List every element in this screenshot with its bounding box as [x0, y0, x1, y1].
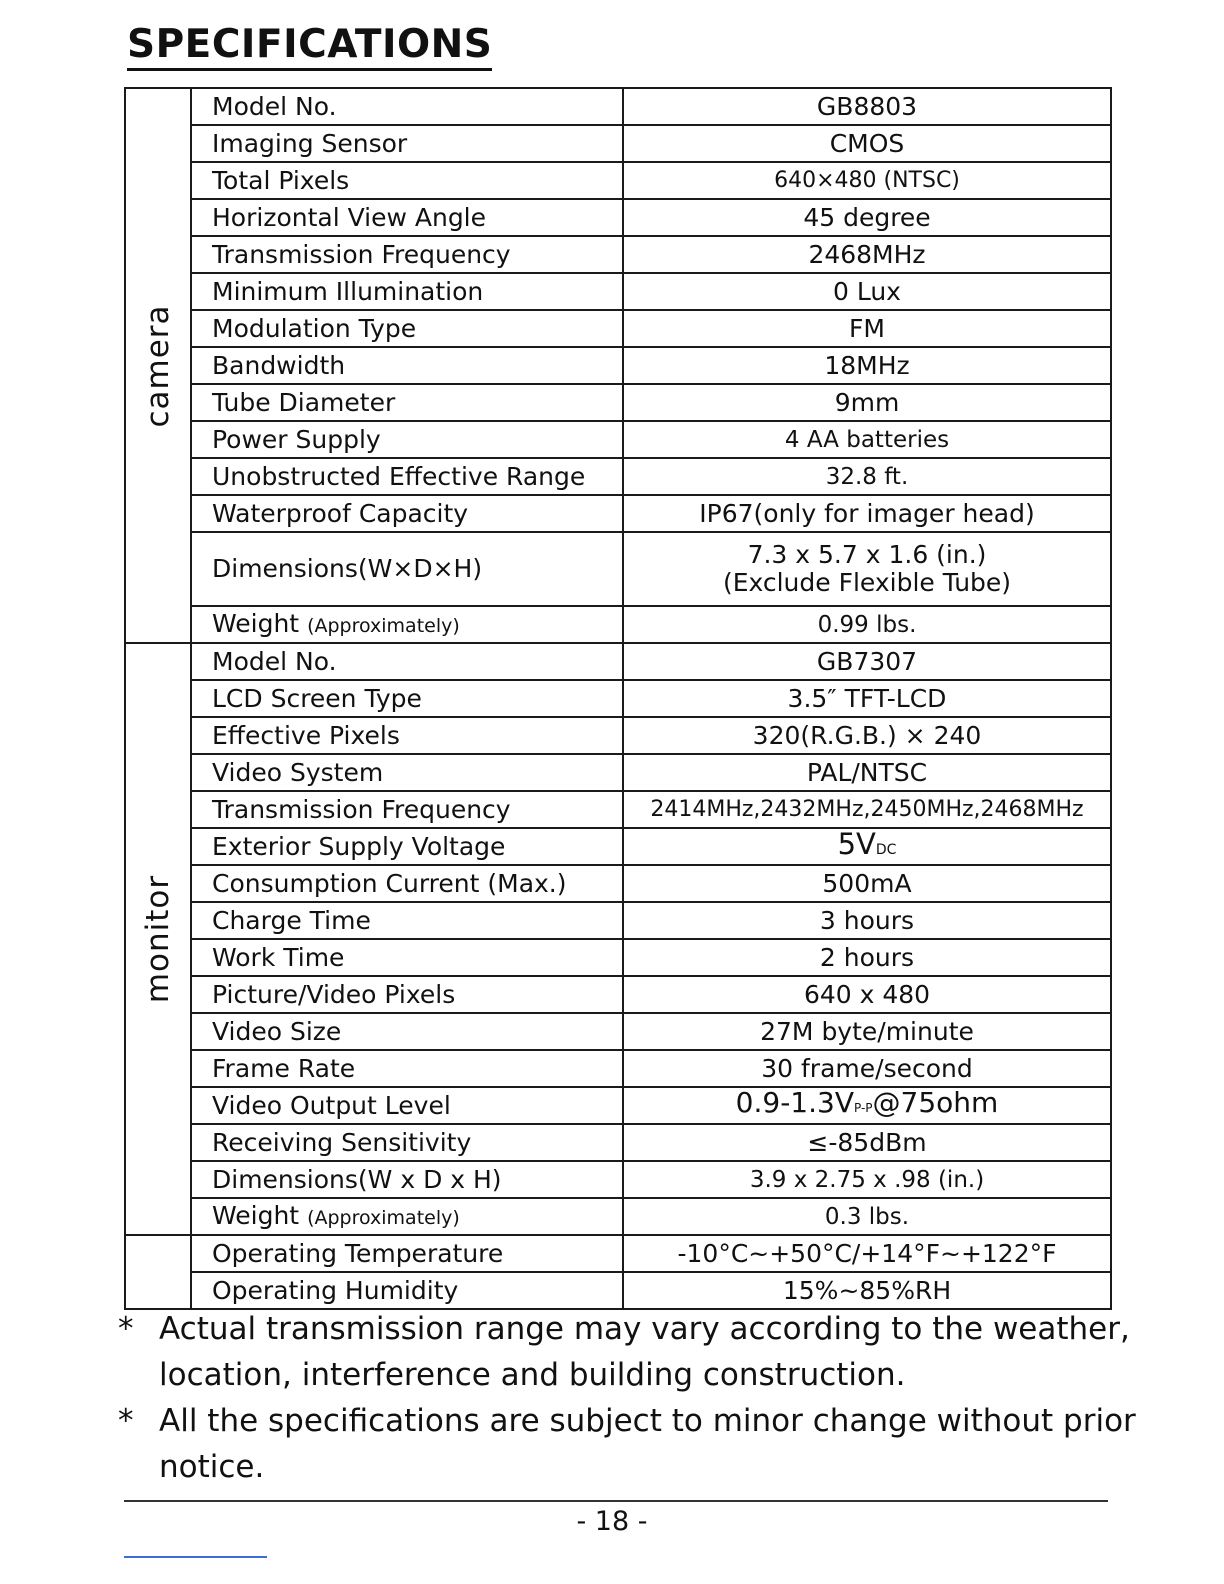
table-row — [125, 606, 1111, 643]
param-note: (Approximately) — [307, 614, 460, 637]
value-cell: 27M byte/minute — [623, 1013, 1111, 1050]
table-row — [125, 384, 1111, 421]
specifications-table — [124, 87, 1112, 1310]
value-cell: 640 x 480 — [623, 976, 1111, 1013]
table-row — [125, 88, 1111, 125]
value-cell: 0.3 lbs. — [623, 1198, 1111, 1235]
param-cell — [191, 606, 623, 643]
footnote-mark: * — [118, 1311, 134, 1347]
footnotes — [118, 1306, 1138, 1490]
section-label-monitor: monitor — [140, 874, 176, 1004]
param-cell: Effective Pixels — [191, 717, 623, 754]
table-row — [125, 902, 1111, 939]
value-cell: 3.5″ TFT-LCD — [623, 680, 1111, 717]
param-cell: Exterior Supply Voltage — [191, 828, 623, 865]
param-cell: Frame Rate — [191, 1050, 623, 1087]
param-note: (Approximately) — [307, 1206, 460, 1229]
value-cell: 18MHz — [623, 347, 1111, 384]
param-cell: LCD Screen Type — [191, 680, 623, 717]
scan-mark-line — [124, 1556, 267, 1558]
table-row — [125, 754, 1111, 791]
table-row — [125, 199, 1111, 236]
table-row — [125, 865, 1111, 902]
value-cell: 32.8 ft. — [623, 458, 1111, 495]
value-cell: 9mm — [623, 384, 1111, 421]
param-cell: Tube Diameter — [191, 384, 623, 421]
param-cell: Receiving Sensitivity — [191, 1124, 623, 1161]
param-cell: Picture/Video Pixels — [191, 976, 623, 1013]
table-row — [125, 828, 1111, 865]
value-cell: 15%~85%RH — [623, 1272, 1111, 1309]
table-row — [125, 421, 1111, 458]
table-row — [125, 1087, 1111, 1124]
param-cell: Modulation Type — [191, 310, 623, 347]
value-cell: FM — [623, 310, 1111, 347]
value-cell: 500mA — [623, 865, 1111, 902]
footnote-text: All the specifications are subject to minor change without prior notice. — [159, 1403, 1136, 1485]
value-cell — [623, 828, 1111, 865]
param-cell: Operating Temperature — [191, 1235, 623, 1272]
footnote — [118, 1398, 1138, 1490]
param-cell: Total Pixels — [191, 162, 623, 199]
value-subscript: DC — [875, 841, 897, 858]
value-cell: PAL/NTSC — [623, 754, 1111, 791]
param-text: Weight — [212, 1200, 300, 1230]
value-cell — [623, 1087, 1111, 1124]
value-cell: IP67(only for imager head) — [623, 495, 1111, 532]
table-row — [125, 717, 1111, 754]
param-cell: Bandwidth — [191, 347, 623, 384]
footer-divider — [124, 1500, 1108, 1502]
value-cell: -10°C~+50°C/+14°F~+122°F — [623, 1235, 1111, 1272]
param-cell: Work Time — [191, 939, 623, 976]
value-cell: 2468MHz — [623, 236, 1111, 273]
footnote — [118, 1306, 1138, 1398]
table-row — [125, 1013, 1111, 1050]
param-cell: Waterproof Capacity — [191, 495, 623, 532]
value-cell: 640×480 (NTSC) — [623, 162, 1111, 199]
table-row — [125, 236, 1111, 273]
table-row — [125, 458, 1111, 495]
value-cell: GB8803 — [623, 88, 1111, 125]
page-title: SPECIFICATIONS — [127, 22, 492, 71]
section-label-camera: camera — [140, 303, 176, 428]
value-cell: 3.9 x 2.75 x .98 (in.) — [623, 1161, 1111, 1198]
table-row — [125, 495, 1111, 532]
value-cell: 0.99 lbs. — [623, 606, 1111, 643]
value-text: 5V — [837, 828, 876, 861]
param-cell: Model No. — [191, 643, 623, 680]
table-row — [125, 976, 1111, 1013]
param-cell: Imaging Sensor — [191, 125, 623, 162]
value-line: (Exclude Flexible Tube) — [722, 568, 1012, 597]
value-cell: 3 hours — [623, 902, 1111, 939]
table-row — [125, 1161, 1111, 1198]
value-subscript: P-P — [854, 1101, 873, 1115]
param-cell: Horizontal View Angle — [191, 199, 623, 236]
param-cell: Operating Humidity — [191, 1272, 623, 1309]
table-row — [125, 1272, 1111, 1309]
section-general — [125, 1235, 191, 1309]
param-text: Weight — [212, 608, 300, 638]
section-camera — [125, 88, 191, 643]
table-row — [125, 273, 1111, 310]
value-line: 7.3 x 5.7 x 1.6 (in.) — [747, 540, 987, 569]
footnote-text: Actual transmission range may vary according to the weather, location, interference and building construction. — [159, 1311, 1130, 1393]
param-cell: Power Supply — [191, 421, 623, 458]
value-cell: 0 Lux — [623, 273, 1111, 310]
table-row — [125, 347, 1111, 384]
value-cell: ≤-85dBm — [623, 1124, 1111, 1161]
param-cell: Charge Time — [191, 902, 623, 939]
value-cell: 2414MHz,2432MHz,2450MHz,2468MHz — [623, 791, 1111, 828]
param-cell: Consumption Current (Max.) — [191, 865, 623, 902]
table-row — [125, 162, 1111, 199]
value-cell: 30 frame/second — [623, 1050, 1111, 1087]
param-cell: Transmission Frequency — [191, 791, 623, 828]
value-tail: @75ohm — [872, 1087, 999, 1119]
table-row — [125, 939, 1111, 976]
page-number: - 18 - — [576, 1506, 648, 1537]
param-cell: Model No. — [191, 88, 623, 125]
param-cell: Unobstructed Effective Range — [191, 458, 623, 495]
table-row — [125, 1198, 1111, 1235]
table-row — [125, 791, 1111, 828]
table-row — [125, 680, 1111, 717]
param-cell: Minimum Illumination — [191, 273, 623, 310]
value-cell: GB7307 — [623, 643, 1111, 680]
section-monitor — [125, 643, 191, 1235]
param-cell: Transmission Frequency — [191, 236, 623, 273]
param-cell: Video Size — [191, 1013, 623, 1050]
param-cell: Video Output Level — [191, 1087, 623, 1124]
value-cell: 320(R.G.B.) × 240 — [623, 717, 1111, 754]
value-cell: 2 hours — [623, 939, 1111, 976]
param-cell — [191, 1198, 623, 1235]
param-cell: Dimensions(W×D×H) — [191, 532, 623, 606]
table-row — [125, 643, 1111, 680]
value-cell: 4 AA batteries — [623, 421, 1111, 458]
value-text: 0.9-1.3V — [735, 1087, 854, 1119]
value-cell — [623, 532, 1111, 606]
param-cell: Video System — [191, 754, 623, 791]
table-row — [125, 310, 1111, 347]
value-cell: CMOS — [623, 125, 1111, 162]
footnote-mark: * — [118, 1403, 134, 1439]
table-row — [125, 1124, 1111, 1161]
table-row — [125, 125, 1111, 162]
value-cell: 45 degree — [623, 199, 1111, 236]
param-cell: Dimensions(W x D x H) — [191, 1161, 623, 1198]
table-row — [125, 1235, 1111, 1272]
table-row — [125, 1050, 1111, 1087]
table-row — [125, 532, 1111, 606]
